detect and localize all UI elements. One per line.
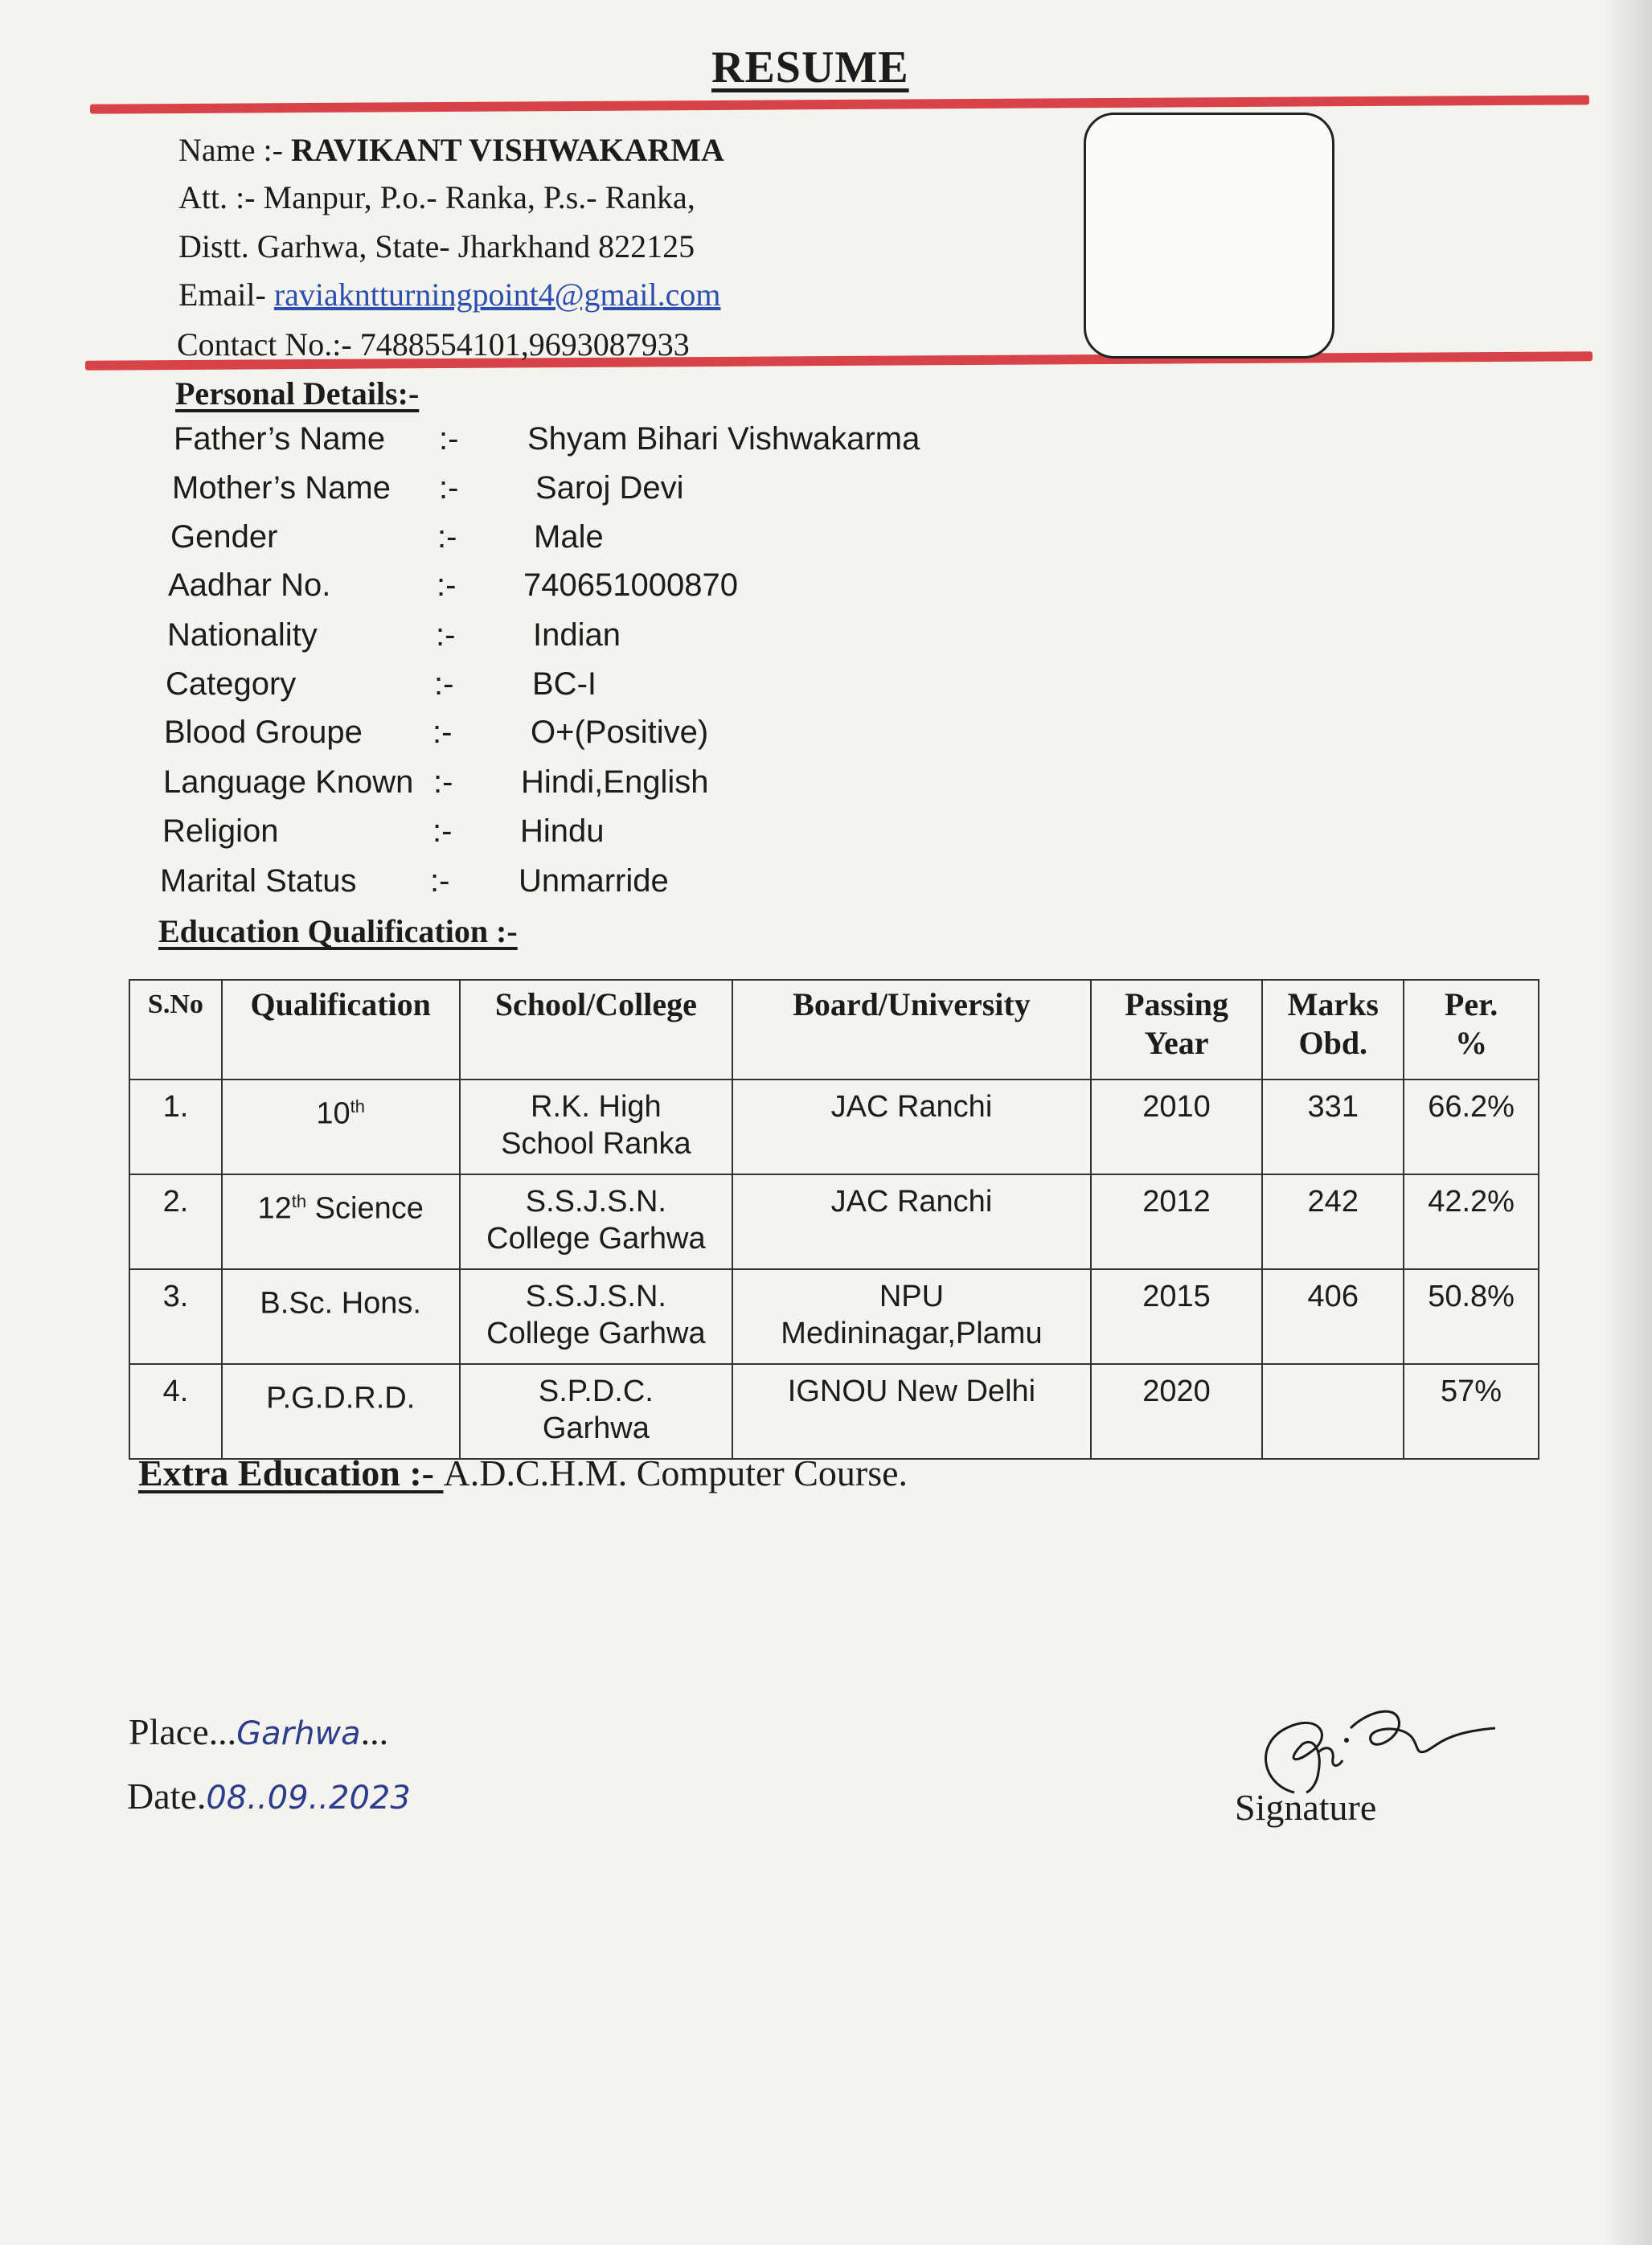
cell-percent: 50.8% (1404, 1269, 1539, 1364)
board-line1: IGNOU New Delhi (787, 1374, 1036, 1408)
col-percent (1404, 980, 1539, 1079)
col-per-line1: Per. (1444, 986, 1498, 1022)
cell-qualification (222, 1079, 460, 1174)
extra-education-label: Extra Education :- (138, 1452, 444, 1493)
school-line1: S.P.D.C. (538, 1374, 654, 1408)
cell-sno: 4. (129, 1364, 222, 1459)
cell-year: 2010 (1091, 1079, 1263, 1174)
pd-label: Category (166, 666, 297, 702)
name-line (178, 131, 724, 169)
school-line2: Garhwa (542, 1411, 650, 1445)
place-dots: ... (360, 1711, 389, 1752)
cell-year: 2015 (1091, 1269, 1263, 1364)
pd-separator: :- (437, 567, 457, 603)
school-line1: S.S.J.S.N. (525, 1280, 666, 1313)
qual-main: 12 (257, 1191, 292, 1226)
col-board: Board/University (732, 980, 1091, 1079)
date-line (127, 1775, 411, 1817)
cell-school (460, 1079, 733, 1174)
address-line-2: Distt. Garhwa, State- Jharkhand 822125 (178, 228, 695, 264)
qual-main: 10 (316, 1096, 350, 1131)
place-handwritten: Garhwa (236, 1715, 361, 1752)
table-header-row (129, 980, 1539, 1079)
name-label: Name :- (178, 132, 291, 168)
pd-separator: :- (439, 470, 459, 506)
pd-separator: :- (436, 617, 456, 653)
extra-education-value: A.D.C.H.M. Computer Course. (443, 1452, 908, 1493)
date-handwritten: 08..09..2023 (206, 1780, 411, 1817)
cell-board (732, 1269, 1091, 1364)
board-line1: NPU (879, 1280, 945, 1313)
personal-details-heading: Personal Details:- (175, 375, 420, 412)
cell-school (460, 1269, 733, 1364)
email-link[interactable]: raviakntturningpoint4@gmail.com (273, 277, 721, 313)
pd-value: Saroj Devi (535, 470, 684, 506)
cell-qualification (222, 1364, 460, 1459)
page-edge-shadow (1604, 0, 1652, 2245)
signature-label: Signature (1235, 1787, 1377, 1828)
education-heading: Education Qualification :- (158, 913, 518, 949)
pd-separator: :- (432, 715, 453, 750)
school-line2: College Garhwa (486, 1317, 706, 1350)
pd-label: Mother’s Name (172, 470, 391, 506)
cell-percent: 42.2% (1404, 1174, 1539, 1269)
school-line1: S.S.J.S.N. (525, 1185, 666, 1219)
cell-school (460, 1174, 733, 1269)
col-year-line1: Passing (1125, 986, 1229, 1022)
pd-separator: :- (432, 813, 453, 849)
top-red-rule (90, 95, 1589, 113)
cell-school (460, 1364, 733, 1459)
cell-sno: 1. (129, 1079, 222, 1174)
cell-board (732, 1174, 1091, 1269)
col-year-line2: Year (1144, 1025, 1209, 1061)
pd-value: 740651000870 (523, 567, 738, 603)
cell-marks: 331 (1262, 1079, 1404, 1174)
pd-separator: :- (434, 666, 454, 702)
col-passing-year (1091, 980, 1263, 1079)
qual-main: P.G.D.R.D. (266, 1381, 416, 1415)
board-line1: JAC Ranchi (830, 1090, 993, 1124)
pd-value: O+(Positive) (531, 715, 709, 750)
col-marks-line1: Marks (1287, 986, 1379, 1022)
cell-marks: 242 (1262, 1174, 1404, 1269)
education-table (129, 979, 1539, 1460)
qual-sup: th (291, 1191, 307, 1211)
col-marks (1262, 980, 1404, 1079)
col-per-line2: % (1455, 1025, 1488, 1061)
cell-qualification (222, 1269, 460, 1364)
extra-education-line (138, 1452, 908, 1494)
pd-label: Marital Status (160, 863, 357, 899)
pd-separator: :- (430, 863, 450, 899)
table-row (129, 1269, 1539, 1364)
document-title: RESUME (711, 43, 909, 92)
pd-value: Indian (533, 617, 621, 653)
board-line1: JAC Ranchi (830, 1185, 993, 1219)
table-row (129, 1364, 1539, 1459)
email-line (178, 276, 720, 313)
qual-main: B.Sc. Hons. (260, 1286, 421, 1321)
address-line-1: Att. :- Manpur, P.o.- Ranka, P.s.- Ranka, (178, 179, 695, 215)
cell-marks: 406 (1262, 1269, 1404, 1364)
col-school: School/College (460, 980, 733, 1079)
date-label: Date. (127, 1776, 207, 1817)
pd-value: Hindi,English (521, 764, 709, 800)
table-row (129, 1079, 1539, 1174)
cell-percent: 66.2% (1404, 1079, 1539, 1174)
pd-label: Religion (162, 813, 279, 849)
board-line2: Medininagar,Plamu (781, 1317, 1043, 1350)
pd-label: Aadhar No. (168, 567, 331, 603)
pd-value: BC-I (532, 666, 596, 702)
cell-year: 2020 (1091, 1364, 1263, 1459)
pd-separator: :- (433, 764, 453, 800)
cell-percent: 57% (1404, 1364, 1539, 1459)
col-marks-line2: Obd. (1298, 1025, 1368, 1061)
pd-separator: :- (439, 421, 459, 457)
place-line (129, 1710, 388, 1753)
qual-rest: Science (306, 1191, 424, 1226)
email-label: Email- (178, 277, 274, 313)
photo-placeholder (1084, 113, 1334, 358)
school-line2: School Ranka (501, 1127, 691, 1161)
candidate-name: RAVIKANT VISHWAKARMA (290, 132, 724, 168)
pd-value: Shyam Bihari Vishwakarma (527, 421, 920, 457)
contact-line: Contact No.:- 7488554101,9693087933 (177, 326, 690, 363)
cell-sno: 3. (129, 1269, 222, 1364)
pd-value: Male (534, 519, 604, 555)
place-label: Place... (129, 1711, 237, 1752)
cell-marks (1262, 1364, 1404, 1459)
cell-year: 2012 (1091, 1174, 1263, 1269)
school-line2: College Garhwa (486, 1222, 706, 1256)
pd-label: Father’s Name (174, 421, 386, 457)
school-line1: R.K. High (531, 1090, 662, 1124)
col-qualification: Qualification (222, 980, 460, 1079)
pd-label: Blood Groupe (164, 715, 363, 750)
pd-value: Hindu (520, 813, 605, 849)
cell-qualification (222, 1174, 460, 1269)
pd-value: Unmarride (519, 863, 669, 899)
qual-sup: th (350, 1096, 365, 1116)
col-sno: S.No (129, 980, 222, 1079)
cell-board (732, 1079, 1091, 1174)
cell-sno: 2. (129, 1174, 222, 1269)
pd-label: Gender (170, 519, 278, 555)
pd-label: Nationality (167, 617, 318, 653)
pd-separator: :- (437, 519, 457, 555)
cell-board (732, 1364, 1091, 1459)
table-row (129, 1174, 1539, 1269)
pd-label: Language Known (163, 764, 414, 800)
